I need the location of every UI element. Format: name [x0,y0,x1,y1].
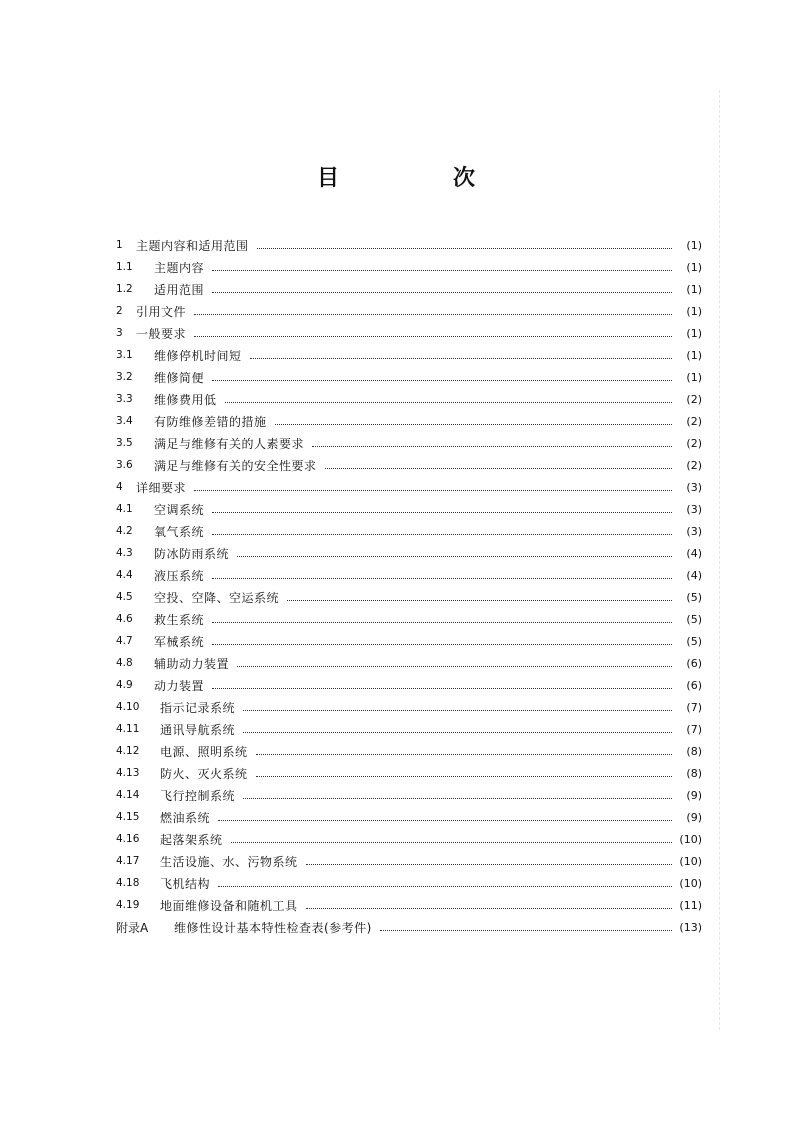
toc-entry-title: 引用文件 [136,304,187,319]
toc-entry-number: 1.2 [116,283,133,295]
toc-dot-leader [212,379,672,381]
toc-entry-page: (7) [686,700,702,714]
toc-entry-title: 空投、空降、空运系统 [154,590,280,605]
toc-dot-leader [237,665,672,667]
toc-dot-leader [212,291,672,293]
toc-entry[interactable] [116,542,702,564]
toc-entry-title: 地面维修设备和随机工具 [160,898,298,913]
toc-entry-title: 一般要求 [136,326,187,341]
toc-entry-number: 4.2 [116,525,133,537]
toc-entry[interactable] [116,520,702,542]
toc-entry[interactable] [116,432,702,454]
toc-entry-page: (2) [686,436,702,450]
toc-dot-leader [380,929,672,931]
toc-dot-leader [325,467,672,469]
toc-entry-number: 3.5 [116,437,133,449]
toc-entry-number: 4.12 [116,745,140,757]
toc-entry-page: (5) [686,612,702,626]
toc-entry-page: (1) [686,304,702,318]
toc-entry-page: (3) [686,502,702,516]
toc-dot-leader [212,687,672,689]
toc-entry[interactable] [116,630,702,652]
toc-dot-leader [312,445,672,447]
toc-entry-title: 详细要求 [136,480,187,495]
toc-entry-title: 维修性设计基本特性检查表(参考件) [174,920,372,935]
toc-entry-number: 3.1 [116,349,133,361]
toc-dot-leader [212,533,672,535]
toc-entry[interactable] [116,740,702,762]
toc-dot-leader [250,357,672,359]
toc-entry[interactable] [116,454,702,476]
toc-entry-title: 燃油系统 [160,810,211,825]
toc-entry-title: 生活设施、水、污物系统 [160,854,298,869]
toc-entry-page: (4) [686,546,702,560]
toc-entry-page: (2) [686,414,702,428]
toc-entry-page: (3) [686,480,702,494]
toc-dot-leader [231,841,672,843]
toc-dot-leader [306,863,672,865]
toc-entry-title: 满足与维修有关的安全性要求 [154,458,317,473]
toc-entry[interactable] [116,388,702,410]
page-title: 目 次 [316,166,521,191]
toc-entry[interactable] [116,410,702,432]
toc-entry-number: 1.1 [116,261,133,273]
toc-entry-page: (1) [686,370,702,384]
toc-entry-title: 指示记录系统 [160,700,236,715]
toc-entry-page: (1) [686,260,702,274]
toc-dot-leader [218,885,672,887]
toc-entry-page: (5) [686,634,702,648]
toc-entry[interactable] [116,806,702,828]
toc-entry-page: (10) [679,832,702,846]
toc-entry[interactable] [116,652,702,674]
toc-entry[interactable] [116,322,702,344]
toc-dot-leader [212,621,672,623]
toc-entry-page: (8) [686,744,702,758]
toc-dot-leader [256,753,672,755]
toc-entry[interactable] [116,916,702,938]
toc-entry[interactable] [116,608,702,630]
toc-entry-number: 2 [116,305,123,317]
toc-dot-leader [218,819,672,821]
toc-entry-number: 4.1 [116,503,133,515]
toc-entry-title: 电源、照明系统 [160,744,248,759]
toc-entry-page: (2) [686,392,702,406]
toc-dot-leader [257,247,672,249]
toc-entry-page: (1) [686,326,702,340]
toc-entry[interactable] [116,872,702,894]
toc-entry-number: 3.3 [116,393,133,405]
toc-dot-leader [306,907,672,909]
toc-entry[interactable] [116,564,702,586]
toc-entry-title: 维修费用低 [154,392,217,407]
toc-entry-number: 4 [116,481,123,493]
toc-entry-title: 维修简便 [154,370,205,385]
toc-entry-number: 3 [116,327,123,339]
toc-entry-page: (10) [679,854,702,868]
toc-entry-number: 1 [116,239,123,251]
toc-entry-number: 4.15 [116,811,140,823]
toc-entry-page: (5) [686,590,702,604]
toc-entry[interactable] [116,762,702,784]
toc-entry-number: 4.10 [116,701,140,713]
toc-dot-leader [212,643,672,645]
toc-entry[interactable] [116,344,702,366]
toc-entry-title: 主题内容 [154,260,205,275]
toc-entry[interactable] [116,476,702,498]
toc-entry[interactable] [116,278,702,300]
toc-entry-number: 4.14 [116,789,140,801]
toc-entry-page: (8) [686,766,702,780]
toc-entry[interactable] [116,696,702,718]
toc-entry-title: 军械系统 [154,634,205,649]
toc-entry-title: 适用范围 [154,282,205,297]
toc-entry-page: (1) [686,282,702,296]
toc-entry[interactable] [116,586,702,608]
toc-entry[interactable] [116,784,702,806]
toc-entry-number: 4.9 [116,679,133,691]
toc-entry-number: 4.3 [116,547,133,559]
toc-entry[interactable] [116,674,702,696]
toc-entry-title: 维修停机时间短 [154,348,242,363]
toc-entry-title: 空调系统 [154,502,205,517]
toc-entry-page: (2) [686,458,702,472]
toc-entry-number: 4.4 [116,569,133,581]
toc-entry[interactable] [116,498,702,520]
toc-entry-number: 4.16 [116,833,140,845]
toc-entry-title: 飞机结构 [160,876,211,891]
toc-entry-number: 4.17 [116,855,140,867]
toc-entry-page: (13) [679,920,702,934]
toc-dot-leader [243,709,672,711]
toc-entry-page: (7) [686,722,702,736]
toc-dot-leader [212,511,672,513]
toc-entry-page: (11) [679,898,702,912]
toc-entry-title: 救生系统 [154,612,205,627]
toc-entry[interactable] [116,850,702,872]
toc-entry-title: 有防维修差错的措施 [154,414,267,429]
toc-entry-page: (1) [686,348,702,362]
toc-entry-title: 飞行控制系统 [160,788,236,803]
toc-entry-title: 满足与维修有关的人素要求 [154,436,305,451]
toc-entry-number: 3.4 [116,415,133,427]
toc-entry[interactable] [116,718,702,740]
toc-entry-title: 主题内容和适用范围 [136,238,249,253]
toc-entry-number: 4.7 [116,635,133,647]
toc-entry[interactable] [116,894,702,916]
toc-entry-page: (9) [686,810,702,824]
toc-entry[interactable] [116,366,702,388]
toc-entry-title: 动力装置 [154,678,205,693]
toc-dot-leader [194,489,672,491]
toc-entry-page: (4) [686,568,702,582]
toc-dot-leader [243,731,672,733]
toc-entry-number: 4.19 [116,899,140,911]
toc-entry-title: 通讯导航系统 [160,722,236,737]
toc-dot-leader [237,555,672,557]
toc-entry[interactable] [116,828,702,850]
toc-entry-title: 液压系统 [154,568,205,583]
toc-entry[interactable] [116,234,702,256]
toc-entry-number: 4.13 [116,767,140,779]
scan-edge-line [719,90,720,1030]
toc-entry-number: 4.6 [116,613,133,625]
toc-entry-title: 辅助动力装置 [154,656,230,671]
toc-dot-leader [256,775,672,777]
toc-entry-page: (10) [679,876,702,890]
toc-entry-number: 4.11 [116,723,140,735]
toc-entry-page: (6) [686,678,702,692]
toc-entry-title: 防火、灭火系统 [160,766,248,781]
toc-dot-leader [225,401,672,403]
toc-entry-title: 氧气系统 [154,524,205,539]
toc-entry-number: 4.18 [116,877,140,889]
toc-entry-number: 4.5 [116,591,133,603]
toc-entry-number: 3.6 [116,459,133,471]
toc-entry-page: (1) [686,238,702,252]
toc-dot-leader [243,797,672,799]
toc-entry-number: 附录A [116,920,149,935]
toc-dot-leader [275,423,672,425]
toc-entry-page: (9) [686,788,702,802]
toc-entry-page: (3) [686,524,702,538]
toc-dot-leader [287,599,672,601]
toc-entry-number: 4.8 [116,657,133,669]
toc-entry[interactable] [116,256,702,278]
toc-dot-leader [212,577,672,579]
toc-entry-title: 起落架系统 [160,832,223,847]
toc-dot-leader [212,269,672,271]
toc-entry[interactable] [116,300,702,322]
toc-entry-title: 防冰防雨系统 [154,546,230,561]
toc-dot-leader [194,335,672,337]
toc-entry-number: 3.2 [116,371,133,383]
toc-dot-leader [194,313,672,315]
toc-entry-page: (6) [686,656,702,670]
table-of-contents [116,234,702,938]
